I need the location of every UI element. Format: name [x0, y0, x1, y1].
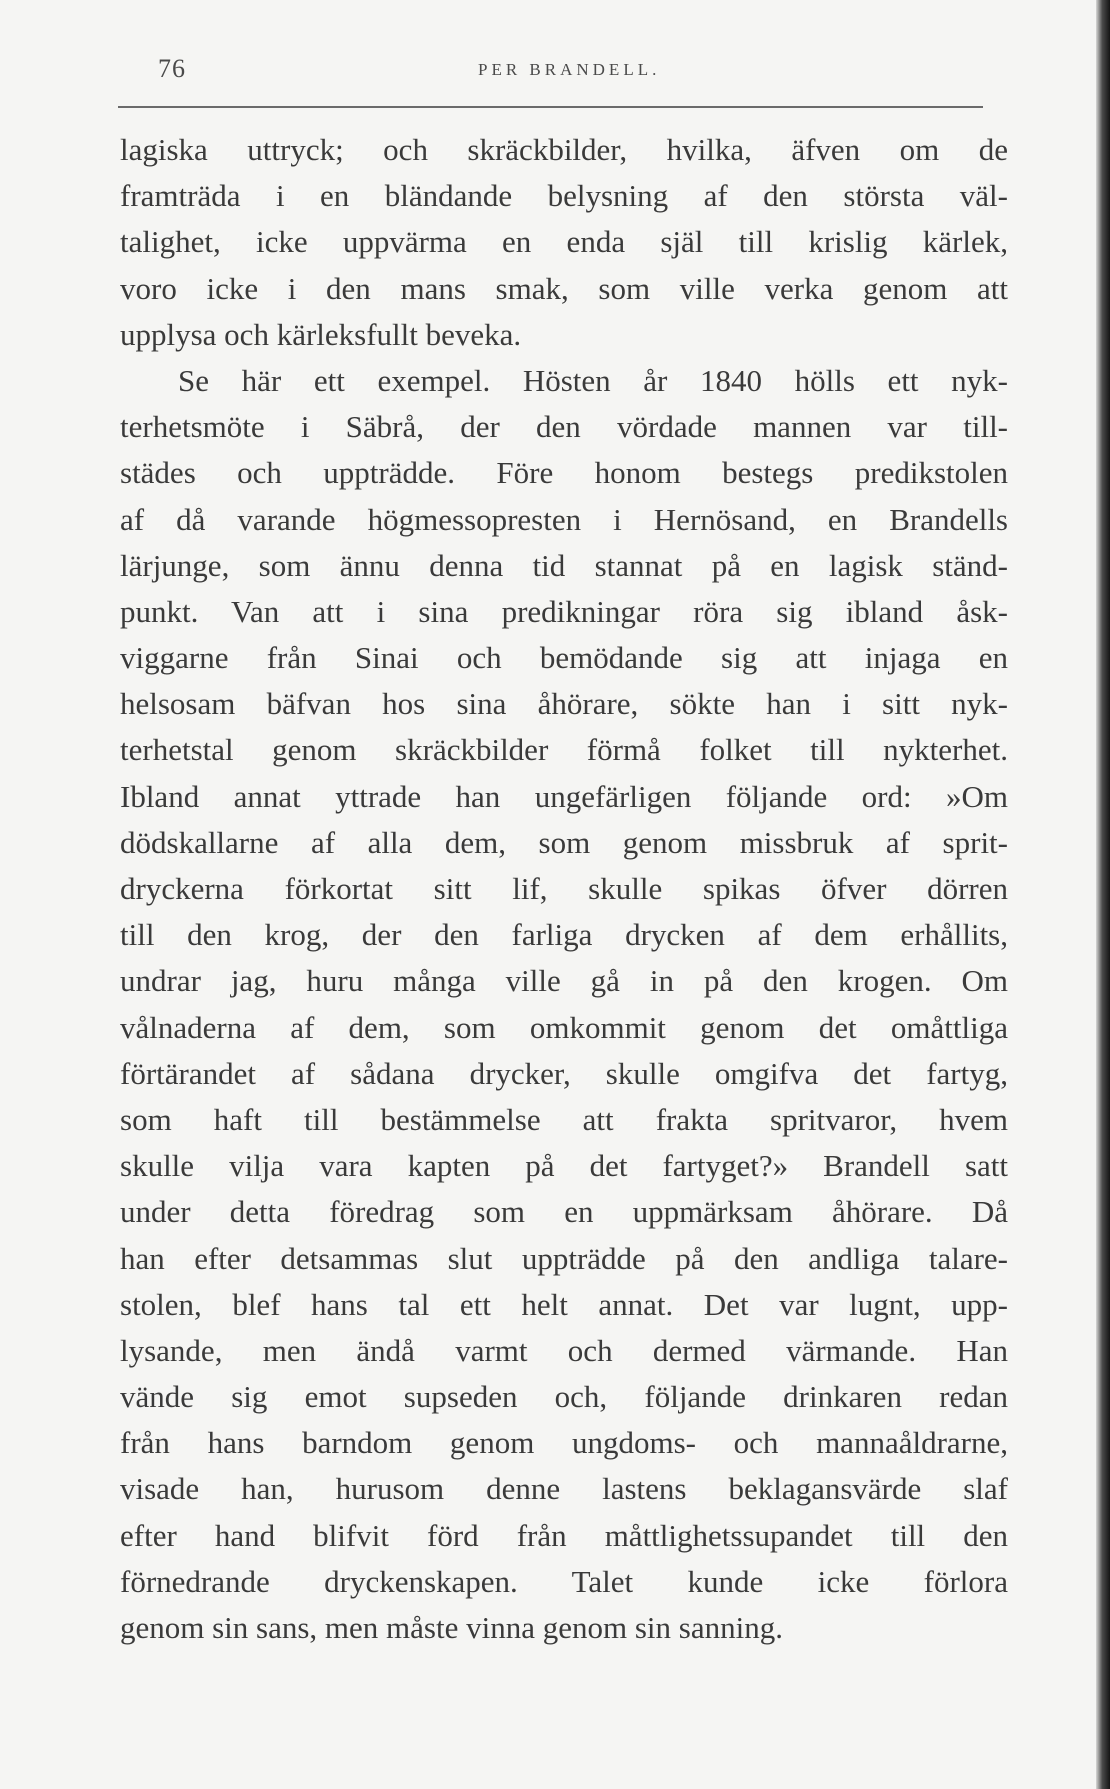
text-line: upplysa och kärleksfullt beveka.: [120, 316, 522, 352]
text-line: efter hand blifvit förd från måttlighetssupandet till den: [120, 1517, 1008, 1553]
text-line: vålnaderna af dem, som omkommit genom det omåttliga: [120, 1009, 1008, 1045]
text-line: terhetsmöte i Säbrå, der den vördade mannen var till-: [120, 409, 1008, 445]
text-line: skulle vilja vara kapten på det fartyget?» Brandell satt: [120, 1148, 1008, 1184]
text-line: Se här ett exempel. Hösten år 1840 hölls ett nyk-: [178, 362, 1008, 398]
text-line: visade han, hurusom denne lastens beklagansvärde slaf: [120, 1471, 1008, 1507]
header-rule: [118, 106, 983, 108]
text-line: från hans barndom genom ungdoms- och mannaåldrarne,: [120, 1425, 1008, 1461]
text-line: undrar jag, huru många ville gå in på den krogen. Om: [120, 963, 1008, 999]
text-line: genom sin sans, men måste vinna genom sin sanning.: [120, 1610, 783, 1645]
text-line: terhetstal genom skräckbilder förmå folket till nykterhet.: [120, 732, 1008, 768]
text-line: talighet, icke uppvärma en enda själ till krislig kärlek,: [120, 224, 1008, 260]
text-line: viggarne från Sinai och bemödande sig att injaga en: [120, 640, 1008, 676]
text-line: dryckerna förkortat sitt lif, skulle spikas öfver dörren: [120, 871, 1008, 906]
page-number: 76: [158, 54, 186, 83]
text-line: lysande, men ändå varmt och dermed värmande. Han: [120, 1332, 1008, 1368]
text-line: af då varande högmessopresten i Hernösand, en Brandells: [120, 501, 1008, 537]
text-line: punkt. Van att i sina predikningar röra sig ibland åsk-: [120, 593, 1008, 629]
body-text: [120, 127, 1008, 1651]
text-line: till den krog, der den farliga drycken af dem erhållits,: [120, 917, 1008, 953]
text-line: han efter detsammas slut uppträdde på den andliga talare-: [120, 1240, 1008, 1276]
text-line: förtärandet af sådana drycker, skulle omgifva det fartyg,: [120, 1055, 1008, 1091]
running-title: PER BRANDELL.: [478, 60, 661, 79]
text-line: vände sig emot supseden och, följande drinkaren redan: [120, 1379, 1008, 1415]
text-line: framträda i en bländande belysning af den största väl-: [120, 178, 1008, 214]
text-line: lagiska uttryck; och skräckbilder, hvilka, äfven om de: [120, 132, 1008, 167]
text-line: förnedrande dryckenskapen. Talet kunde icke förlora: [120, 1563, 1008, 1599]
text-line: helsosam bäfvan hos sina åhörare, sökte han i sitt nyk-: [120, 686, 1008, 722]
text-line: Ibland annat yttrade han ungefärligen följande ord: »Om: [120, 778, 1008, 814]
text-line: stolen, blef hans tal ett helt annat. Det var lugnt, upp-: [120, 1286, 1008, 1322]
text-line: voro icke i den mans smak, som ville verka genom att: [120, 270, 1008, 306]
page-edge-shadow: [1096, 0, 1110, 1789]
text-line: städes och uppträdde. Före honom bestegs predikstolen: [120, 455, 1008, 491]
text-line: som haft till bestämmelse att frakta spritvaror, hvem: [120, 1101, 1008, 1137]
text-line: under detta föredrag som en uppmärksam åhörare. Då: [120, 1194, 1008, 1230]
text-line: lärjunge, som ännu denna tid stannat på en lagisk ständ-: [120, 547, 1008, 583]
text-line: dödskallarne af alla dem, som genom missbruk af sprit-: [120, 824, 1008, 860]
running-head: [158, 50, 978, 90]
